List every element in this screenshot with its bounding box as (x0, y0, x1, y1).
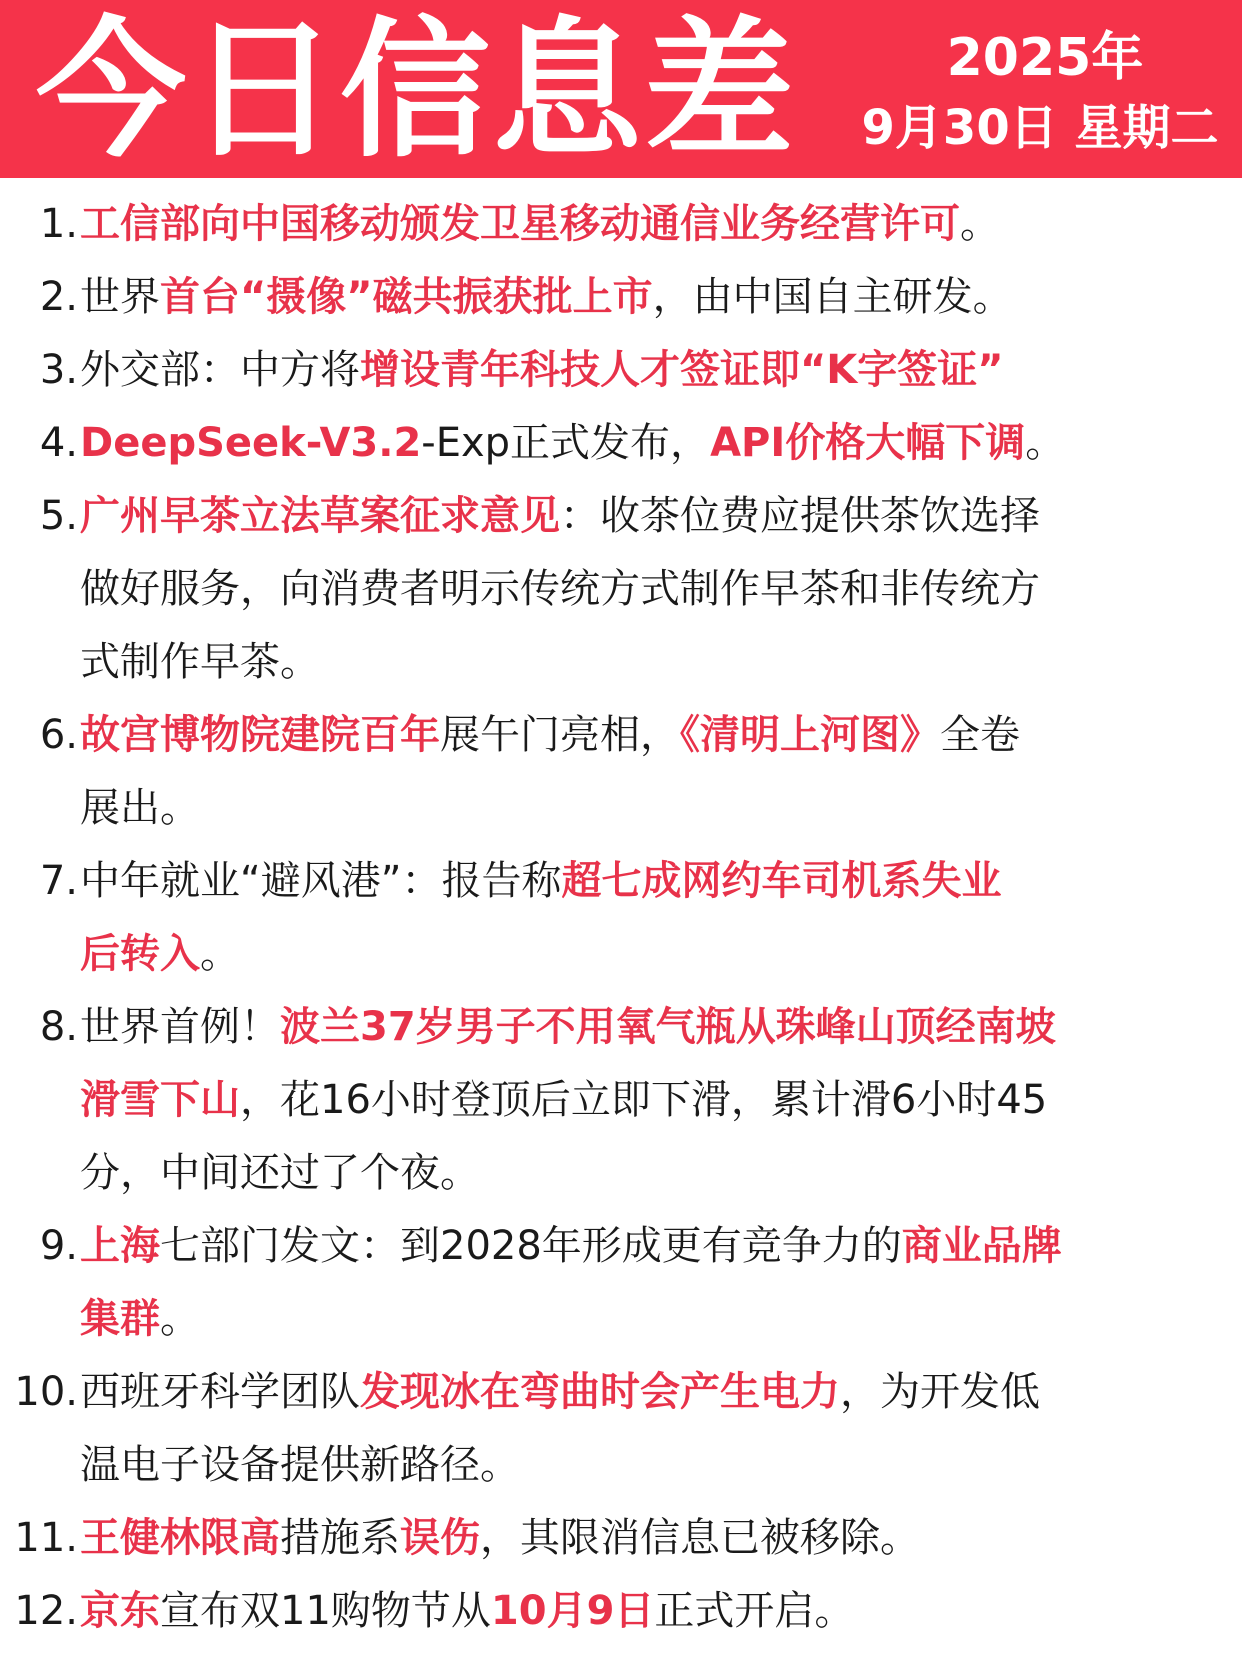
news-item-line (0, 1210, 1242, 1283)
news-item-number: 5. (39, 493, 78, 539)
highlight-text: 工信部向中国移动颁发卫星移动通信业务经营许可 (80, 201, 960, 247)
news-item-number: 9. (39, 1223, 78, 1269)
news-item-line (0, 480, 1242, 553)
highlight-text: 增设青年科技人才签证即“K字签证” (360, 347, 1004, 393)
highlight-text: 10月9日 (490, 1588, 655, 1634)
news-item-line (0, 1502, 1242, 1575)
news-item-line (0, 1064, 1242, 1137)
highlight-text: 故宫博物院建院百年 (80, 712, 440, 758)
news-item-line (0, 1429, 1242, 1502)
body-text: 世界 (80, 274, 160, 320)
date-day: 9月30日 星期二 (861, 100, 1219, 156)
news-item-line (0, 626, 1242, 699)
highlight-text: 首台“摄像”磁共振获批上市 (160, 274, 653, 320)
news-item (0, 991, 1242, 1210)
highlight-text: 发现冰在弯曲时会产生电力 (360, 1369, 840, 1415)
news-item-line (0, 991, 1242, 1064)
news-item-number: 4. (39, 420, 78, 466)
body-text: ，其限消信息已被移除。 (480, 1515, 920, 1561)
news-item-number: 10. (14, 1369, 78, 1415)
news-item-number: 1. (39, 201, 78, 247)
news-list (0, 188, 1242, 1648)
body-text: 展出。 (80, 785, 200, 831)
news-item (0, 261, 1242, 334)
body-text: 展午门亮相， (440, 712, 680, 758)
news-item-number: 3. (39, 347, 78, 393)
body-text: 做好服务，向消费者明示传统方式制作早茶和非传统方 (80, 566, 1040, 612)
highlight-text: 超七成网约车司机系失业 (561, 858, 1002, 904)
news-item-line (0, 261, 1242, 334)
news-item-line (0, 1283, 1242, 1356)
body-text: 全卷 (940, 712, 1020, 758)
highlight-text: 上海 (80, 1223, 160, 1269)
news-item (0, 334, 1242, 407)
news-item-number: 11. (14, 1515, 78, 1561)
body-text: 正式开启。 (654, 1588, 855, 1634)
highlight-text: 商业品牌 (901, 1223, 1062, 1269)
body-text: 分，中间还过了个夜。 (80, 1150, 480, 1196)
news-item-line (0, 334, 1242, 407)
news-item (0, 188, 1242, 261)
news-item (0, 480, 1242, 699)
page-title: 今日信息差 (36, 4, 797, 178)
news-item (0, 1502, 1242, 1575)
highlight-text: 集群 (80, 1296, 160, 1342)
header-banner (0, 0, 1242, 178)
news-item-line (0, 407, 1242, 480)
body-text: 。 (200, 931, 240, 977)
body-text: 西班牙科学团队 (80, 1369, 360, 1415)
body-text: ，花16小时登顶后立即下滑，累计滑6小时45 (240, 1077, 1048, 1123)
body-text: 外交部：中方将 (80, 347, 360, 393)
news-item (0, 845, 1242, 991)
body-text: -Exp正式发布， (421, 420, 711, 466)
news-item-number: 2. (39, 274, 78, 320)
news-item (0, 407, 1242, 480)
news-item-line (0, 918, 1242, 991)
news-item-number: 8. (39, 1004, 78, 1050)
highlight-text: 京东 (80, 1588, 160, 1634)
highlight-text: 波兰37岁男子不用氧气瓶从珠峰山顶经南坡 (280, 1004, 1056, 1050)
highlight-text: 王健林限高 (80, 1515, 280, 1561)
news-item-number: 7. (39, 858, 78, 904)
body-text: 。 (160, 1296, 200, 1342)
body-text: ：收茶位费应提供茶饮选择 (560, 493, 1040, 539)
body-text: 措施系 (280, 1515, 400, 1561)
news-item-line (0, 188, 1242, 261)
news-item-line (0, 1137, 1242, 1210)
highlight-text: 后转入 (80, 931, 200, 977)
highlight-text: API价格大幅下调 (710, 420, 1026, 466)
news-item-number: 6. (39, 712, 78, 758)
body-text: ，为开发低 (840, 1369, 1040, 1415)
news-item-line (0, 1575, 1242, 1648)
body-text: 。 (960, 201, 1000, 247)
news-item (0, 699, 1242, 845)
news-item-number: 12. (14, 1588, 78, 1634)
body-text: 七部门发文：到2028年形成更有竞争力的 (160, 1223, 902, 1269)
highlight-text: 滑雪下山 (80, 1077, 240, 1123)
news-item-line (0, 845, 1242, 918)
highlight-text: DeepSeek-V3.2 (80, 420, 422, 466)
highlight-text: 误伤 (400, 1515, 480, 1561)
news-item (0, 1210, 1242, 1356)
date-year: 2025年 (946, 28, 1144, 88)
news-item-line (0, 553, 1242, 626)
highlight-text: 广州早茶立法草案征求意见 (80, 493, 560, 539)
body-text: 世界首例！ (80, 1004, 280, 1050)
body-text: ，由中国自主研发。 (652, 274, 1013, 320)
news-item (0, 1575, 1242, 1648)
body-text: 。 (1025, 420, 1066, 466)
body-text: 式制作早茶。 (80, 639, 320, 685)
highlight-text: 《清明上河图》 (680, 712, 940, 758)
body-text: 宣布双11购物节从 (160, 1588, 491, 1634)
body-text: 温电子设备提供新路径。 (80, 1442, 520, 1488)
news-item-line (0, 772, 1242, 845)
news-item-line (0, 1356, 1242, 1429)
news-item (0, 1356, 1242, 1502)
body-text: 中年就业“避风港”：报告称 (80, 858, 562, 904)
news-item-line (0, 699, 1242, 772)
